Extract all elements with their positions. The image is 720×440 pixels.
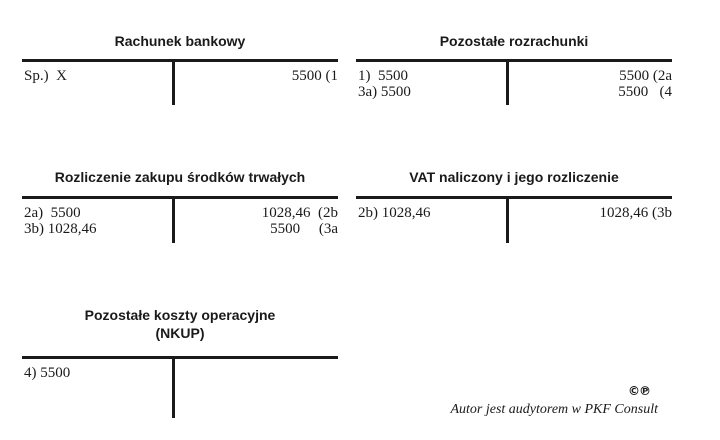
t-account-stem <box>172 356 175 418</box>
account-rachunek-bankowy <box>22 32 338 84</box>
credit-entry: 1028,46 (3b <box>599 205 672 221</box>
credit-entry: 5500 (2a <box>619 68 672 84</box>
credit-side <box>183 68 338 84</box>
debit-entry: 3a) 5500 <box>358 84 411 100</box>
t-account-stem <box>506 59 509 105</box>
account-title-line: (NKUP) <box>155 325 205 341</box>
credit-side <box>517 205 672 221</box>
author-note: Autor jest audytorem w PKF Consult <box>450 402 658 417</box>
t-account <box>22 356 338 418</box>
t-account-stem <box>506 196 509 243</box>
credit-entry: 5500 (3a <box>270 221 338 237</box>
account-title-line: Rachunek bankowy <box>114 33 246 49</box>
debit-side <box>358 68 498 100</box>
account-title <box>22 306 338 342</box>
credit-side <box>517 68 672 100</box>
debit-side <box>24 68 164 84</box>
debit-entry: 3b) 1028,46 <box>24 221 97 237</box>
account-title-line: Rozliczenie zakupu środków trwałych <box>54 169 306 185</box>
account-title <box>22 32 338 50</box>
debit-side <box>24 365 164 381</box>
debit-entry: 4) 5500 <box>24 365 71 381</box>
t-account-stem <box>172 59 175 105</box>
t-account <box>22 196 338 243</box>
account-title <box>356 32 672 50</box>
account-title <box>22 168 338 186</box>
credit-entry: 1028,46 (2b <box>261 205 338 221</box>
debit-side <box>24 205 164 237</box>
t-account-top-rule <box>356 59 672 62</box>
account-title-line: VAT naliczony i jego rozliczenie <box>409 169 619 185</box>
t-account-top-rule <box>22 59 338 62</box>
account-title-line: Pozostałe koszty operacyjne <box>84 307 276 323</box>
debit-entry: 2a) 5500 <box>24 205 81 221</box>
account-title <box>356 168 672 186</box>
credit-entry: 5500 (1 <box>291 68 338 84</box>
account-vat-naliczony <box>356 168 672 221</box>
t-account-top-rule <box>22 356 338 359</box>
cc-by-icon: ©℗ <box>628 384 650 398</box>
t-account-top-rule <box>356 196 672 199</box>
t-account <box>356 196 672 243</box>
t-account-stem <box>172 196 175 243</box>
debit-entry: 1) 5500 <box>358 68 408 84</box>
account-pozostale-rozrachunki <box>356 32 672 100</box>
t-account <box>22 59 338 105</box>
account-pozostale-koszty-operacyjne <box>22 306 338 381</box>
account-title-line: Pozostałe rozrachunki <box>439 33 589 49</box>
debit-entry: 2b) 1028,46 <box>358 205 431 221</box>
credit-side <box>183 205 338 237</box>
account-rozliczenie-zakupu-st <box>22 168 338 237</box>
debit-side <box>358 205 498 221</box>
debit-entry: Sp.) X <box>24 68 67 84</box>
t-account <box>356 59 672 105</box>
t-account-top-rule <box>22 196 338 199</box>
credit-entry: 5500 (4 <box>618 84 672 100</box>
